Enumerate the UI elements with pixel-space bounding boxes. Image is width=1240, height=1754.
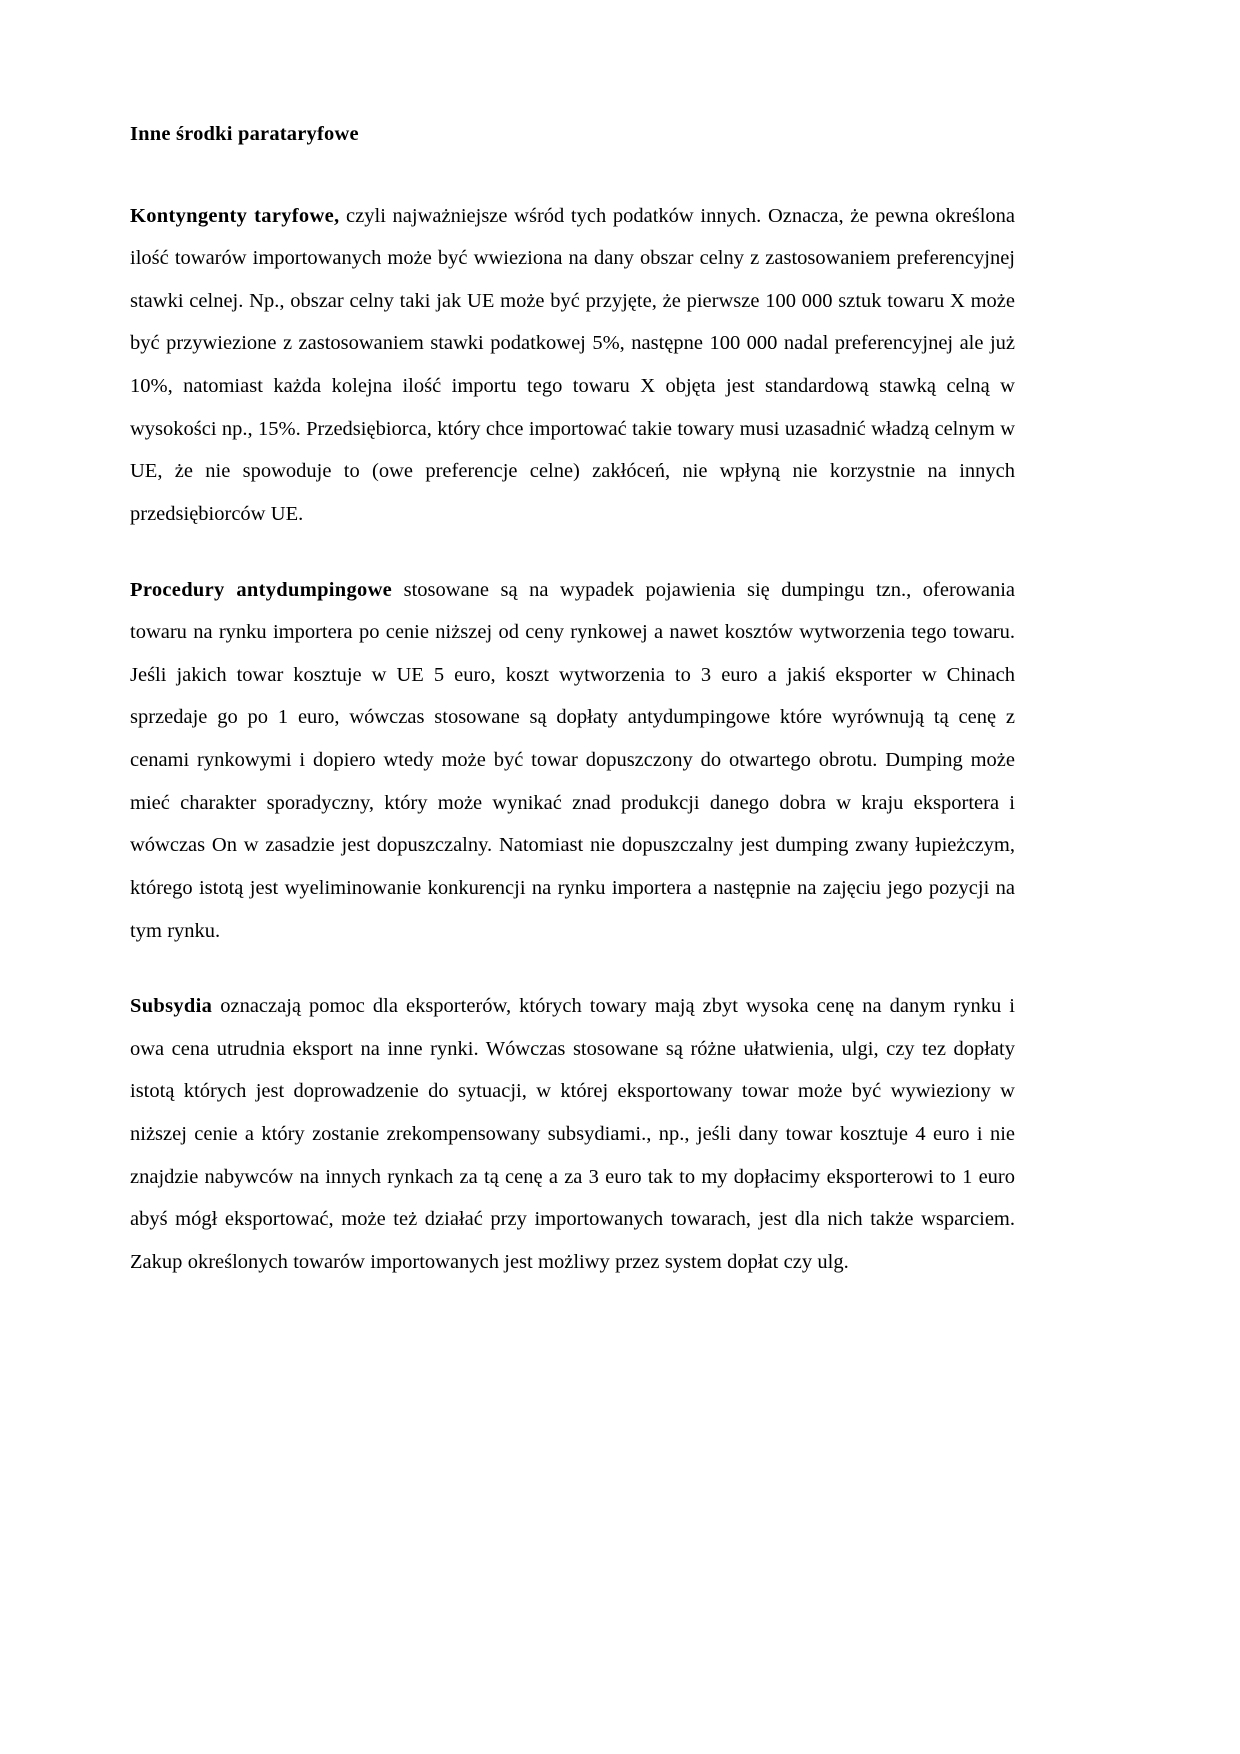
paragraph-lead-term: Subsydia — [130, 995, 213, 1018]
paragraph-procedury-antydumpingowe — [130, 569, 1015, 953]
document-body — [130, 122, 1015, 1284]
paragraph-kontyngenty-taryfowe — [130, 195, 1015, 536]
spacer-between-paragraphs — [130, 536, 1015, 569]
paragraph-text: stosowane są na wypadek pojawienia się dumpingu tzn., oferowania towaru na rynku importera po cenie niższej od ceny rynkowej a nawet kosztów wytworzenia tego towaru. Jeśli jakich towar kosztuje w UE 5 euro, koszt wytworzenia to 3 euro a jakiś eksporter w Chinach sprzedaje go po 1 euro, wówczas stosowane są dopłaty antydumpingowe które wyrównują tą cenę z cenami rynkowymi i dopiero wtedy może być towar dopuszczony do otwartego obrotu. Dumping może mieć charakter sporadyczny, który może wynikać znad produkcji danego dobra w kraju eksportera i wówczas On w zasadzie jest dopuszczalny. Natomiast nie dopuszczalny jest dumping zwany łupieżczym, którego istotą jest wyeliminowanie konkurencji na rynku importera a następnie na zajęciu jego pozycji na tym rynku. — [130, 578, 1015, 942]
page-title: Inne środki parataryfowe — [130, 123, 359, 145]
spacer-after-title — [130, 147, 1015, 195]
paragraph-text: czyli najważniejsze wśród tych podatków innych. Oznacza, że pewna określona ilość towarów importowanych może być wwieziona na dany obszar celny z zastosowaniem preferencyjnej stawki celnej. Np., obszar celny taki jak UE może być przyjęte, że pierwsze 100 000 sztuk towaru X może być przywiezione z zastosowaniem stawki podatkowej 5%, następne 100 000 nadal preferencyjnej ale już 10%, natomiast każda kolejna ilość importu tego towaru X objęta jest standardową stawką celną w wysokości np., 15%. Przedsiębiorca, który chce importować takie towary musi uzasadnić władzą celnym w UE, że nie spowoduje to (owe preferencje celne) zakłóceń, nie wpłyną nie korzystnie na innych przedsiębiorców UE. — [130, 204, 1015, 525]
paragraph-text: oznaczają pomoc dla eksporterów, których towary mają zbyt wysoka cenę na danym rynku i owa cena utrudnia eksport na inne rynki. Wówczas stosowane są różne ułatwienia, ulgi, czy tez dopłaty istotą których jest doprowadzenie do sytuacji, w której eksportowany towar może być wywieziony w niższej cenie a który zostanie zrekompensowany subsydiami., np., jeśli dany towar kosztuje 4 euro i nie znajdzie nabywców na innych rynkach za tą cenę a za 3 euro tak to my dopłacimy eksporterowi to 1 euro abyś mógł eksportować, może też działać przy importowanych towarach, jest dla nich także wsparciem. Zakup określonych towarów importowanych jest możliwy przez system dopłat czy ulg. — [130, 995, 1015, 1273]
paragraph-lead-term: Kontyngenty taryfowe, — [130, 204, 340, 227]
paragraph-lead-term: Procedury antydumpingowe — [130, 578, 393, 601]
spacer-between-paragraphs — [130, 952, 1015, 985]
paragraph-subsydia — [130, 985, 1015, 1283]
